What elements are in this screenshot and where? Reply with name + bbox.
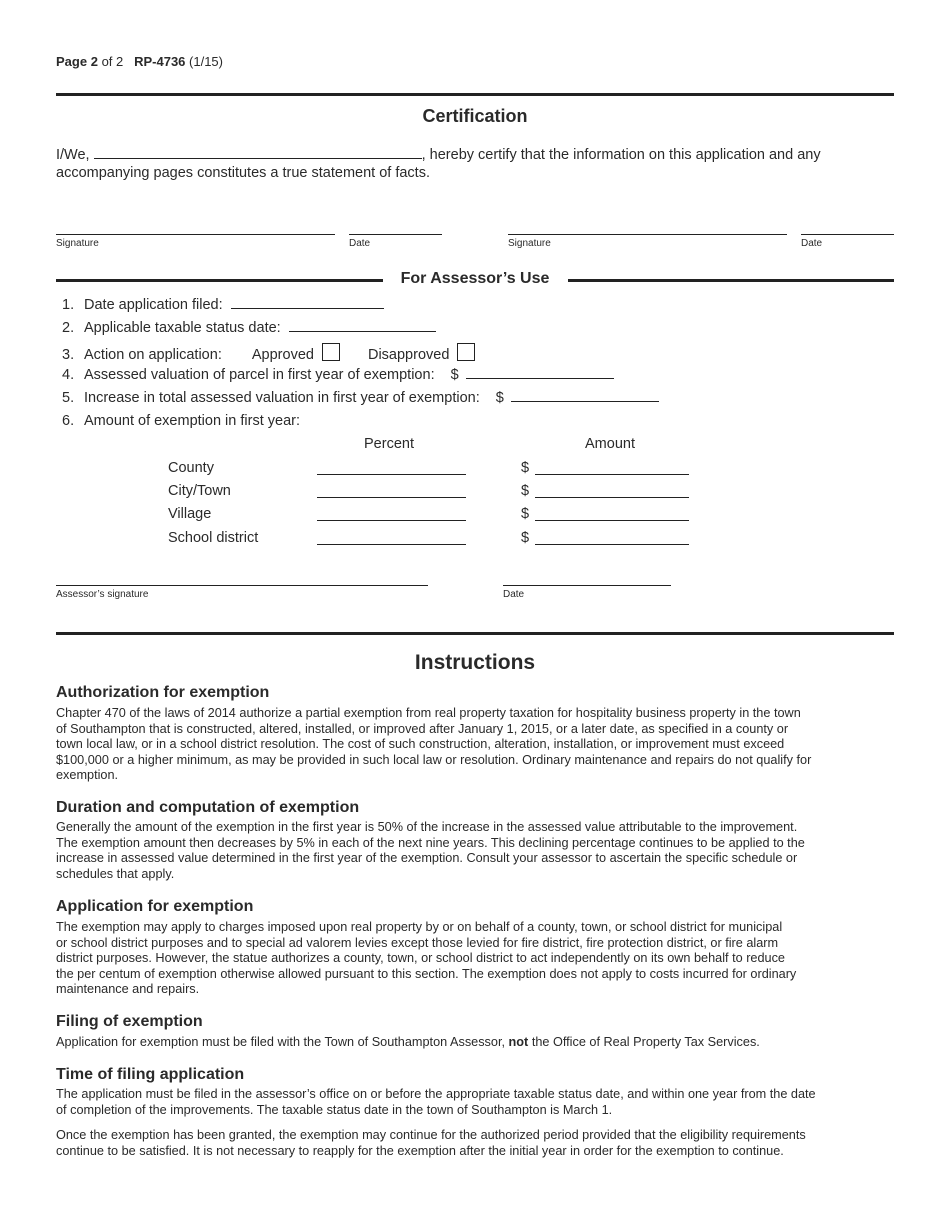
signature-label-1: Signature: [56, 238, 99, 249]
assessed-valuation-field[interactable]: [466, 378, 614, 379]
item-label: Applicable taxable status date:: [84, 320, 281, 336]
text-line: district purposes. However, the statue authorizes a county, town, or school district to act independently on its own behalf to reduce: [56, 951, 785, 966]
county-amount-field[interactable]: [535, 474, 689, 475]
row-label-city-town: City/Town: [168, 483, 231, 499]
assessor-signature-field[interactable]: [56, 585, 428, 600]
text-line: schedules that apply.: [56, 866, 175, 881]
currency-symbol: $: [521, 460, 530, 476]
text-line: of completion of the improvements. The taxable status date in the town of Southampton is March 1.: [56, 1102, 613, 1117]
currency-symbol: $: [495, 390, 504, 406]
text-line: of Southampton that is constructed, altered, installed, or improved after January 1, 2015, or a later date, as specified in a county or: [56, 721, 789, 736]
date-label-1: Date: [349, 238, 371, 249]
text-line: Chapter 470 of the laws of 2014 authorize a partial exemption from real property taxation for hospitality business property in the town: [56, 706, 801, 720]
text-line: increase in assessed value determined in the first year of the exemption. Consult your assessor to ascertain the specific schedule or: [56, 851, 798, 866]
text-segment: the Office of Real Property Tax Services.: [531, 1035, 760, 1049]
text-line: town local law, or in a school district resolution. The cost of such construction, alteration, installation, or improvement must exceed: [56, 737, 785, 752]
instructions-divider: [56, 632, 894, 635]
county-percent-field[interactable]: [317, 474, 466, 475]
text-line: $100,000 or a higher minimum, as may be provided in such local law or resolution. Ordinary maintenance and repairs do not qualify for: [56, 752, 812, 767]
city-town-percent-field[interactable]: [317, 497, 466, 498]
row-label-county: County: [168, 460, 214, 476]
section-heading-time-of-filing: Time of filing application: [56, 1066, 245, 1083]
assessor-item-5: [62, 390, 659, 406]
signature-field-1[interactable]: [56, 234, 335, 249]
assessor-rule-right: [568, 279, 894, 282]
section-heading-application: Application for exemption: [56, 898, 254, 915]
approved-checkbox[interactable]: [322, 343, 340, 361]
text-segment: Application for exemption must be filed with the Town of Southampton Assessor,: [56, 1035, 506, 1049]
item-number: 4.: [62, 367, 75, 383]
item-label: Date application filed:: [84, 297, 223, 313]
top-divider: [56, 93, 894, 96]
section-heading-duration: Duration and computation of exemption: [56, 799, 360, 816]
approved-label: Approved: [251, 347, 314, 363]
disapproved-label: Disapproved: [367, 347, 450, 363]
text-line: or school district purposes and to special ad valorem levies except those levied for fire district, fire protection district, or fire alarm: [56, 935, 779, 950]
page-number: 2: [90, 54, 98, 69]
row-label-school-district: School district: [168, 530, 259, 546]
iwe-label: I/We,: [56, 147, 90, 163]
signature-field-2[interactable]: [508, 234, 787, 249]
date-filed-field[interactable]: [231, 308, 384, 309]
signature-label-2: Signature: [508, 238, 551, 249]
item-number: 1.: [62, 297, 75, 313]
item-number: 2.: [62, 320, 75, 336]
disapproved-checkbox[interactable]: [457, 343, 475, 361]
instructions-title: Instructions: [414, 651, 536, 674]
item-label: Amount of exemption in first year:: [84, 413, 300, 429]
text-line: Generally the amount of the exemption in the first year is 50% of the increase in the assessed value attributable to the improvement.: [56, 820, 798, 834]
percent-column-header: Percent: [364, 436, 414, 452]
text-line: exemption.: [56, 768, 119, 783]
item-number: 3.: [62, 347, 75, 363]
city-town-amount-field[interactable]: [535, 497, 689, 498]
section-text-filing: [56, 1035, 896, 1051]
increase-valuation-field[interactable]: [511, 401, 659, 402]
item-number: 6.: [62, 413, 75, 429]
village-amount-field[interactable]: [535, 520, 689, 521]
name-field[interactable]: [94, 158, 422, 159]
section-heading-filing: Filing of exemption: [56, 1013, 203, 1030]
school-district-percent-field[interactable]: [317, 544, 466, 545]
form-date: (1/15): [189, 54, 223, 69]
certification-statement: [56, 146, 876, 182]
date-label-2: Date: [801, 238, 823, 249]
currency-symbol: $: [521, 530, 530, 546]
certification-title: Certification: [422, 106, 528, 126]
assessor-item-2: [62, 320, 436, 336]
school-district-amount-field[interactable]: [535, 544, 689, 545]
section-text-authorization: [56, 706, 896, 784]
assessor-item-4: [62, 367, 614, 383]
text-line: Once the exemption has been granted, the exemption may continue for the authorized period provided that the eligibility requirements: [56, 1128, 806, 1142]
date-field-1[interactable]: [349, 234, 442, 249]
village-percent-field[interactable]: [317, 520, 466, 521]
text-line: The application must be filed in the assessor’s office on or before the appropriate taxable status date, and within one year from the date: [56, 1087, 816, 1101]
text-line: maintenance and repairs.: [56, 982, 200, 997]
assessor-item-3: [62, 343, 475, 363]
section-text-continuation: [56, 1128, 896, 1159]
assessor-date-label: Date: [503, 589, 525, 600]
assessor-signature-label: Assessor’s signature: [56, 589, 149, 600]
item-label: Assessed valuation of parcel in first year of exemption:: [84, 367, 435, 383]
amount-column-header: Amount: [585, 436, 635, 452]
page-header: [56, 54, 223, 69]
item-number: 5.: [62, 390, 75, 406]
taxable-status-date-field[interactable]: [289, 331, 436, 332]
item-label: Action on application:: [84, 347, 222, 363]
page-of: of 2: [101, 54, 124, 69]
page-label: Page: [56, 54, 88, 69]
section-text-time-of-filing: [56, 1087, 896, 1118]
assessor-date-field[interactable]: [503, 585, 671, 600]
currency-symbol: $: [521, 483, 530, 499]
assessor-section-title: For Assessor’s Use: [400, 270, 550, 287]
assessor-item-1: [62, 297, 384, 313]
section-text-application: [56, 920, 896, 998]
emphasis-not: not: [508, 1035, 529, 1049]
currency-symbol: $: [450, 367, 459, 383]
section-text-duration: [56, 820, 896, 882]
text-line: the per centum of exemption otherwise allowed pursuant to this section. The exemption does not apply to costs incurred for ordinary: [56, 966, 797, 981]
item-label: Increase in total assessed valuation in first year of exemption:: [84, 390, 480, 406]
row-label-village: Village: [168, 506, 212, 522]
text-line: The exemption amount then decreases by 5% in each of the next nine years. This declining percentage continues to be applied to the: [56, 835, 805, 850]
statement-line-1: , hereby certify that the information on this application and any: [421, 147, 821, 163]
text-line: continue to be satisfied. It is not necessary to reapply for the exemption after the initial year in order for the exemption to continue.: [56, 1143, 784, 1158]
section-heading-authorization: Authorization for exemption: [56, 684, 270, 701]
assessor-item-6: [62, 413, 300, 429]
date-field-2[interactable]: [801, 234, 894, 249]
statement-line-2: accompanying pages constitutes a true statement of facts.: [56, 165, 430, 181]
text-line: The exemption may apply to charges imposed upon real property by or on behalf of a county, town, or school district for municipal: [56, 920, 783, 934]
form-id: RP-4736: [134, 54, 186, 69]
currency-symbol: $: [521, 506, 530, 522]
